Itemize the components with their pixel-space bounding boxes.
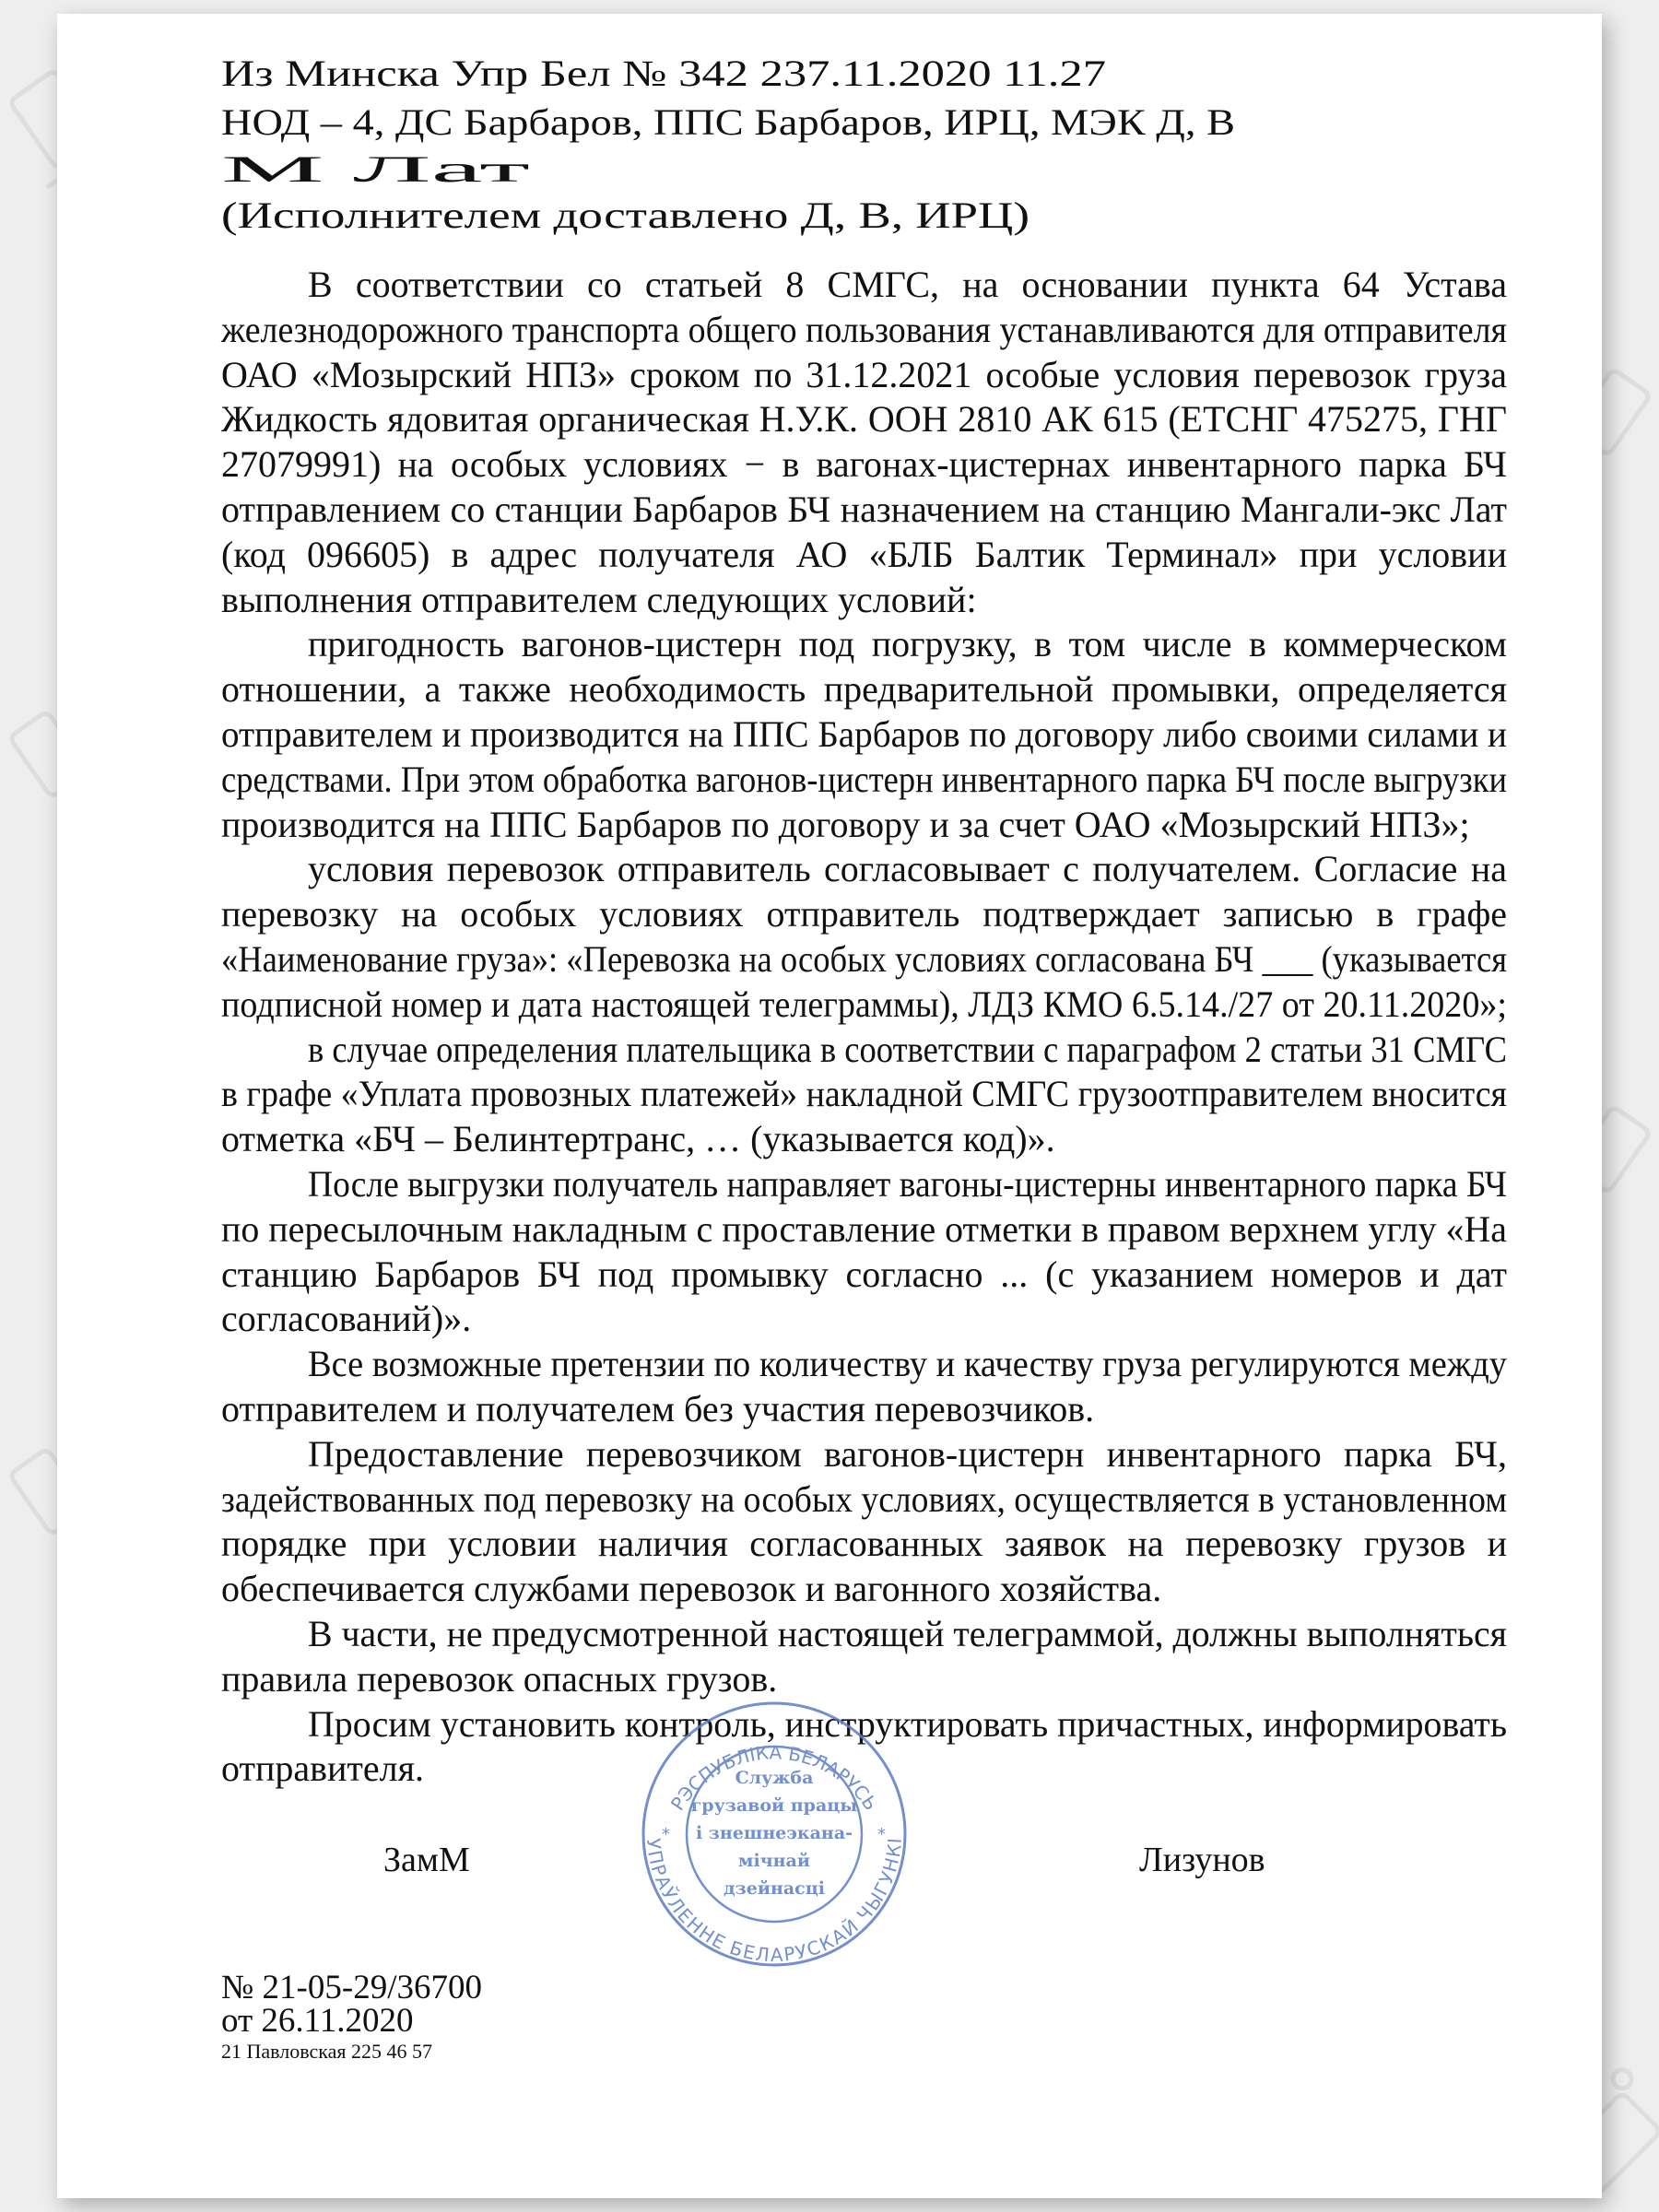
stamp-outer-bottom-text: УПРАЎЛЕННЕ БЕЛАРУСКАЙ ЧЫГУНКІ (641, 1837, 906, 1967)
paragraph-line: обеспечивается службами перевозок и вагонного хозяйства. (221, 1568, 1162, 1610)
paragraph-line: отметка «БЧ – Белинтертранс, … (указывается код)». (221, 1118, 1055, 1160)
signature-position: ЗамМ (383, 1841, 470, 1879)
paragraph-line: производится на ППС Барбаров по договору и за счет ОАО «Мозырский НПЗ»; (221, 803, 1470, 845)
paragraph-first-line: в случае определения плательщика в соответствии с параграфом 2 статьи 31 СМГС (308, 1028, 1507, 1070)
header-line: НОД – 4, ДС Барбаров, ППС Барбаров, ИРЦ, МЭК Д, В (221, 101, 1235, 143)
paragraph-line: отправителем и получателем без участия перевозчиков. (221, 1388, 1095, 1430)
header-line: (Исполнителем доставлено Д, В, ИРЦ) (221, 194, 1030, 236)
paragraph-line: отправителем и производится на ППС Барбаров по договору либо своими силами и (221, 713, 1507, 755)
executor-contact: 21 Павловская 225 46 57 (221, 2040, 432, 2063)
paragraph-line: задействованных под перевозку на особых условиях, осуществляется в установленном (221, 1477, 1507, 1520)
paragraph-first-line: После выгрузки получатель направляет вагоны-цистерны инвентарного парка БЧ (308, 1163, 1507, 1205)
paragraph-line: «Наименование груза»: «Перевозка на особых условиях согласована БЧ ___ (указывается (221, 938, 1507, 980)
paragraph-first-line: В части, не предусмотренной настоящей телеграммой, должны выполняться (308, 1613, 1507, 1654)
paragraph-line: по пересылочным накладным с проставление отметки в правом верхнем углу «На (221, 1207, 1507, 1250)
paragraph-first-line: Предоставление перевозчиком вагонов-цистерн инвентарного парка БЧ, (308, 1432, 1507, 1475)
stamp-center-line: мічнай (738, 1851, 810, 1871)
signature-name: Лизунов (1139, 1841, 1265, 1879)
paragraph-line: правила перевозок опасных грузов. (221, 1657, 778, 1700)
stamp-outer-top-text: РЭСПУБЛІКА БЕЛАРУСЬ (665, 1741, 883, 1815)
paragraph-first-line: условия перевозок отправитель согласовывает с получателем. Согласие на (308, 848, 1507, 890)
svg-text:*: * (877, 1825, 886, 1844)
paragraph-line: порядке при условии наличия согласованных заявок на перевозку грузов и (221, 1523, 1507, 1565)
official-stamp (636, 1696, 912, 1972)
stamp-center-line: грузавой працы (690, 1795, 858, 1816)
document-date: от 26.11.2020 (221, 2002, 414, 2040)
paragraph-line: станцию Барбаров БЧ под промывку согласно ... (с указанием номеров и дат (221, 1253, 1507, 1295)
header-line: М Лат (221, 148, 530, 190)
stamp-center-line: і знешнеэкана- (695, 1823, 853, 1843)
stamp-center-line: Служба (735, 1768, 814, 1788)
paragraph-line: перевозку на особых условиях отправитель подтверждает записью в графе (221, 893, 1507, 935)
paragraph-line: железнодорожного транспорта общего пользования устанавливаются для отправителя (221, 308, 1507, 350)
paragraph-line: (код 096605) в адрес получателя АО «БЛБ Балтик Терминал» при условии (221, 533, 1507, 575)
paragraph-line: подписной номер и дата настоящей телеграммы), ЛДЗ КМО 6.5.14./27 от 20.11.2020»; (221, 982, 1507, 1025)
paragraph-line: согласований)». (221, 1298, 472, 1340)
paragraph-first-line: Все возможные претензии по количеству и качеству груза регулируются между (308, 1343, 1507, 1385)
header-line: Из Минска Упр Бел № 342 237.11.2020 11.27 (221, 53, 1106, 94)
paragraph-first-line: В соответствии со статьей 8 СМГС, на основании пункта 64 Устава (308, 264, 1507, 305)
svg-text:*: * (662, 1825, 670, 1844)
paragraph-first-line: пригодность вагонов-цистерн под погрузку, в том числе в коммерческом (308, 623, 1507, 665)
paragraph-line: Жидкость ядовитая органическая Н.У.К. ООН 2810 АК 615 (ЕТСНГ 475275, ГНГ (221, 398, 1507, 441)
stamp-center-line: дзейнасці (723, 1878, 826, 1899)
paragraph-line: отправлением со станции Барбаров БЧ назначением на станцию Мангали-экс Лат (221, 488, 1507, 530)
document-number: № 21-05-29/36700 (221, 1969, 482, 2006)
paragraph-line: ОАО «Мозырский НПЗ» сроком по 31.12.2021 особые условия перевозок груза (221, 353, 1507, 395)
paragraph-line: 27079991) на особых условиях − в вагонах-цистернах инвентарного парка БЧ (221, 443, 1507, 486)
paragraph-line: отправителя. (221, 1747, 424, 1790)
paragraph-line: выполнения отправителем следующих условий: (221, 578, 977, 620)
paragraph-line: средствами. При этом обработка вагонов-цистерн инвентарного парка БЧ после выгрузки (221, 758, 1507, 800)
paragraph-line: в графе «Уплата провозных платежей» накладной СМГС грузоотправителем вносится (221, 1073, 1507, 1115)
paragraph-first-line: Просим установить контроль, инструктировать причастных, информировать (308, 1702, 1507, 1745)
paragraph-line: отношении, а также необходимость предварительной промывки, определяется (221, 668, 1507, 711)
